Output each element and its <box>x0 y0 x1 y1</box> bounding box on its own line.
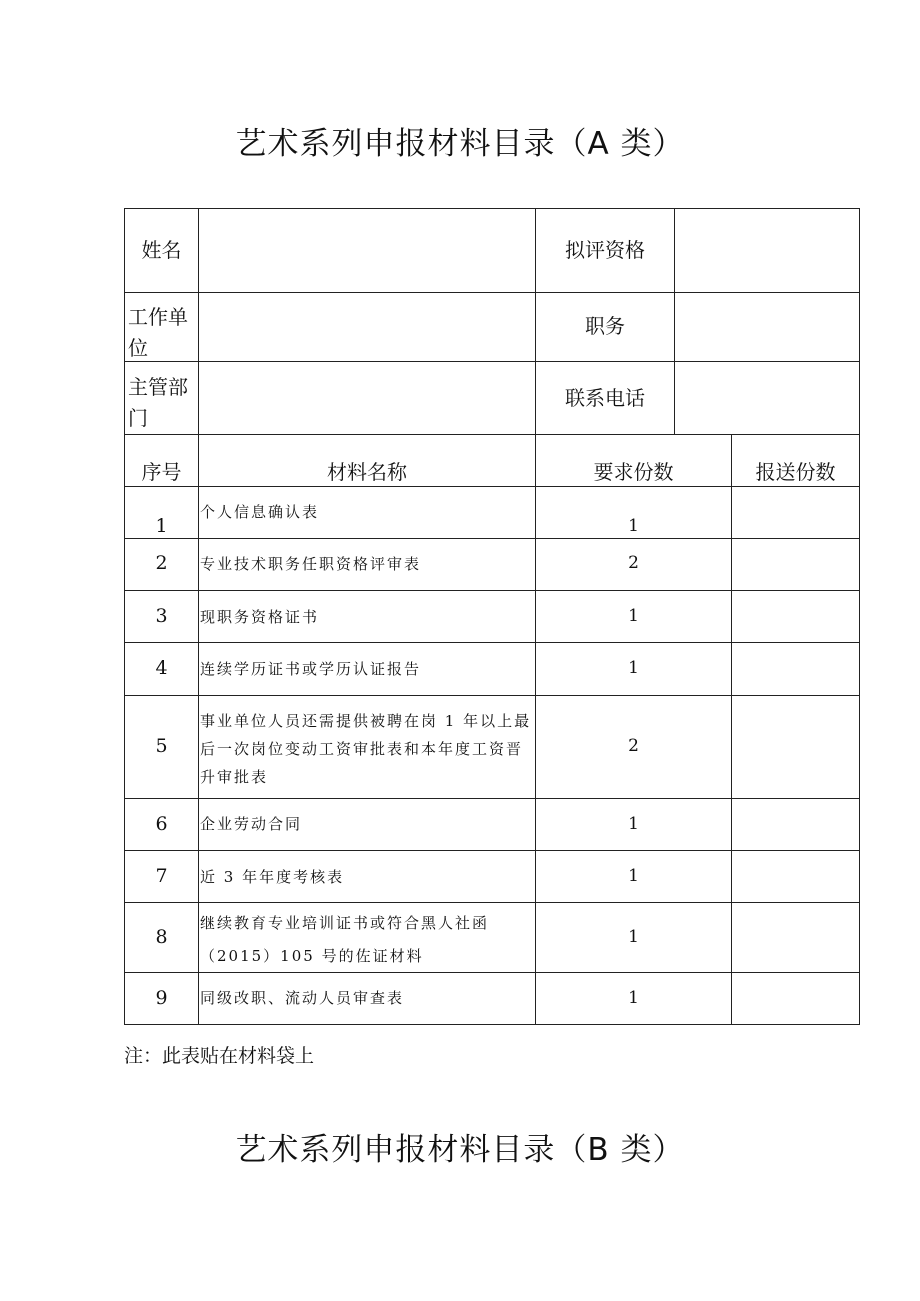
materials-table <box>124 208 860 1025</box>
row-3-seq: 3 <box>155 605 168 627</box>
row-7-seq: 7 <box>155 865 168 887</box>
row-8-submitted[interactable] <box>732 903 859 972</box>
row-6-name: 企业劳动合同 <box>200 815 303 833</box>
row-1-seq: 1 <box>155 515 168 537</box>
position-label: 职务 <box>585 314 625 338</box>
col-material: 材料名称 <box>327 460 407 484</box>
col-submitted: 报送份数 <box>755 460 836 484</box>
row-1-name: 个人信息确认表 <box>200 503 320 521</box>
row-4-required: 1 <box>628 658 639 678</box>
row-6-seq: 6 <box>155 813 168 835</box>
row-3-required: 1 <box>628 606 639 626</box>
dept-value[interactable] <box>199 362 535 434</box>
row-9-required: 1 <box>628 988 639 1008</box>
row-7-name: 近 3 年年度考核表 <box>200 868 345 886</box>
row-5-submitted[interactable] <box>732 696 859 798</box>
position-value[interactable] <box>675 293 859 361</box>
table-note: 注：此表贴在材料袋上 <box>124 1045 315 1067</box>
phone-value[interactable] <box>675 362 859 434</box>
col-required: 要求份数 <box>593 460 674 484</box>
name-value[interactable] <box>199 210 535 292</box>
work-unit-value[interactable] <box>199 293 535 361</box>
name-label: 姓名 <box>141 238 182 262</box>
row-7-submitted[interactable] <box>732 851 859 902</box>
row-5-seq: 5 <box>155 735 168 757</box>
work-unit-label: 工作单位 <box>128 305 188 360</box>
row-7-required: 1 <box>628 866 639 886</box>
row-3-submitted[interactable] <box>732 591 859 642</box>
row-9-submitted[interactable] <box>732 973 859 1024</box>
row-8-name: 继续教育专业培训证书或符合黑人社函（2015）105 号的佐证材料 <box>200 914 490 965</box>
row-3-name: 现职务资格证书 <box>200 608 320 626</box>
row-1-required: 1 <box>628 516 639 536</box>
title-b: 艺术系列申报材料目录（B 类） <box>235 1132 685 1168</box>
col-seq: 序号 <box>141 460 182 484</box>
qualification-value[interactable] <box>675 210 859 292</box>
row-6-required: 1 <box>628 814 639 834</box>
row-2-name: 专业技术职务任职资格评审表 <box>200 555 422 573</box>
qualification-label: 拟评资格 <box>565 238 645 262</box>
row-4-name: 连续学历证书或学历认证报告 <box>200 660 422 678</box>
row-8-seq: 8 <box>155 926 168 948</box>
row-5-name: 事业单位人员还需提供被聘在岗 1 年以上最后一次岗位变动工资审批表和本年度工资晋升审批表 <box>200 712 532 786</box>
row-1-submitted[interactable] <box>732 487 859 538</box>
row-2-seq: 2 <box>155 552 168 574</box>
row-2-submitted[interactable] <box>732 539 859 590</box>
row-6-submitted[interactable] <box>732 799 859 850</box>
row-8-required: 1 <box>628 927 639 947</box>
row-9-seq: 9 <box>155 987 168 1009</box>
row-4-submitted[interactable] <box>732 643 859 695</box>
phone-label: 联系电话 <box>565 386 645 410</box>
title-a: 艺术系列申报材料目录（A 类） <box>235 126 685 162</box>
row-5-required: 2 <box>628 736 639 756</box>
row-2-required: 2 <box>628 553 639 573</box>
dept-label: 主管部门 <box>128 375 188 430</box>
row-4-seq: 4 <box>155 657 168 679</box>
row-9-name: 同级改职、流动人员审查表 <box>200 989 405 1007</box>
